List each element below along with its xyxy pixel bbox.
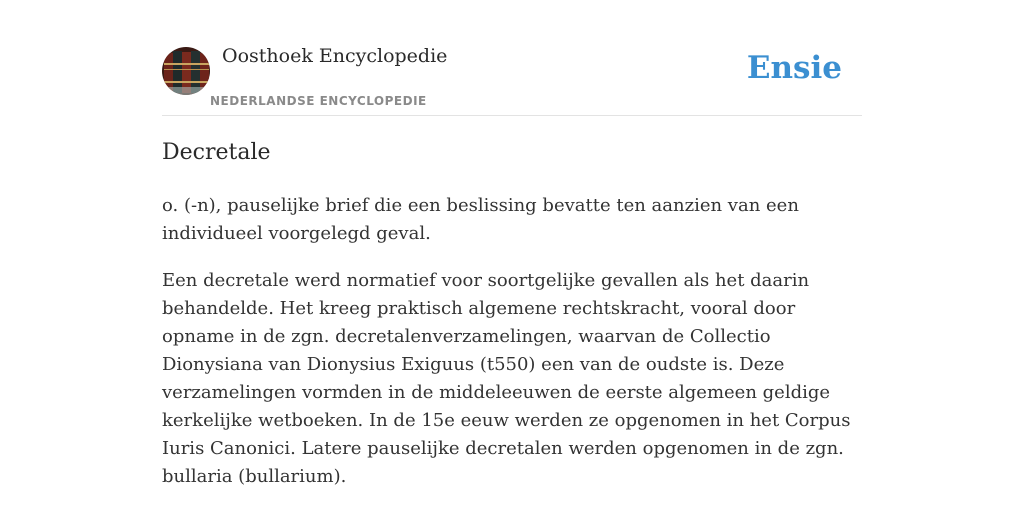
brand-logo-link[interactable]: Ensie [746,50,842,86]
article-paragraph: Een decretale werd normatief voor soortgelijke gevallen als het daarin behandelde. Het kreeg praktisch algemene rechtskracht, vooral door opname in de zgn. decretalenverzamelingen, waarvan de Collectio Dionysiana van Dionysius Exiguus (t550) een van de oudste is. Deze verzamelingen vormden in de middeleeuwen de eerste algemeen geldige kerkelijke wetboeken. In de 15e eeuw werden ze opgenomen in het Corpus Iuris Canonici. Latere pauselijke decretalen werden opgenomen in de zgn. bullaria (bullarium). [162,270,851,487]
book-spines-icon[interactable] [162,47,210,95]
site-header [162,0,862,116]
site-subtitle: NEDERLANDSE ENCYCLOPEDIE [210,94,427,108]
site-title[interactable]: Oosthoek Encyclopedie [222,45,448,67]
page [162,0,862,512]
article-paragraph: o. (-n), pauselijke brief die een beslissing bevatte ten aanzien van een individueel voorgelegd geval. [162,195,799,244]
article-title: Decretale [162,140,271,165]
